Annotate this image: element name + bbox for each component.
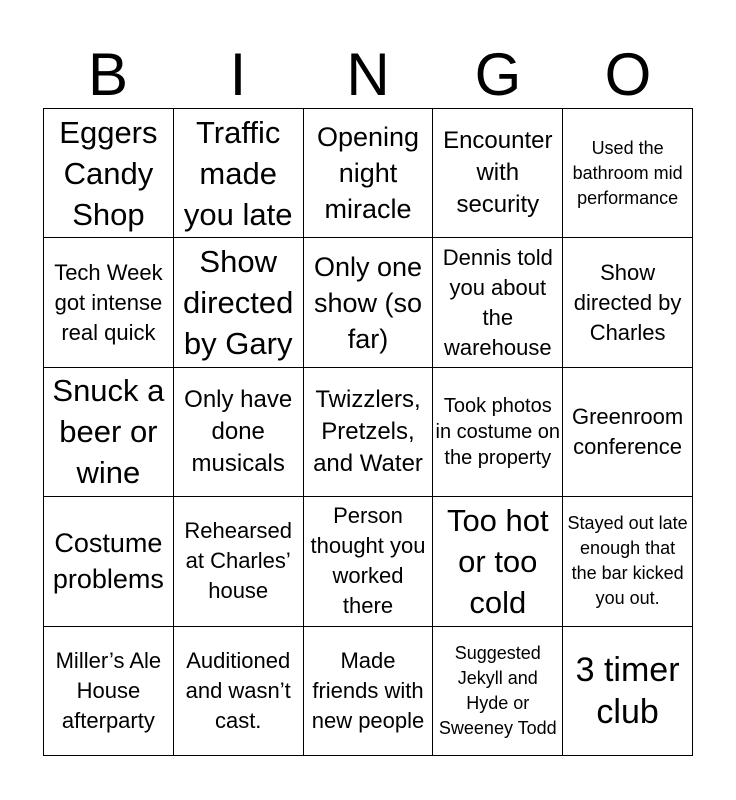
bingo-cell[interactable] bbox=[433, 497, 563, 626]
bingo-cell[interactable] bbox=[174, 497, 304, 626]
bingo-cell[interactable] bbox=[563, 368, 693, 497]
cell-text: Twizzlers, Pretzels, and Water bbox=[313, 385, 423, 477]
cell-text: Used the bathroom mid performance bbox=[572, 137, 683, 208]
bingo-cell[interactable] bbox=[44, 368, 174, 497]
bingo-cell[interactable] bbox=[44, 497, 174, 626]
bingo-cell[interactable] bbox=[44, 627, 174, 756]
bingo-cell[interactable] bbox=[44, 238, 174, 367]
bingo-cell[interactable] bbox=[304, 368, 434, 497]
cell-text: Dennis told you about the warehouse bbox=[442, 244, 553, 360]
cell-text: Rehearsed at Charles’ house bbox=[184, 518, 293, 604]
cell-text: Suggested Jekyll and Hyde or Sweeney Todd bbox=[438, 642, 557, 738]
cell-text: Auditioned and wasn’t cast. bbox=[185, 647, 291, 733]
cell-text: Stayed out late enough that the bar kicked you out. bbox=[567, 513, 688, 609]
cell-text: Traffic made you late bbox=[183, 114, 293, 232]
cell-text: Too hot or too cold bbox=[446, 502, 549, 620]
cell-text: Eggers Candy Shop bbox=[59, 114, 158, 232]
bingo-cell[interactable] bbox=[433, 368, 563, 497]
bingo-cell[interactable] bbox=[433, 238, 563, 367]
cell-text: Person thought you worked there bbox=[310, 503, 426, 619]
cell-text: Miller’s Ale House afterparty bbox=[55, 647, 162, 733]
bingo-cell[interactable] bbox=[44, 109, 174, 238]
cell-text: Only one show (so far) bbox=[313, 251, 423, 354]
bingo-cell[interactable] bbox=[304, 109, 434, 238]
bingo-cell[interactable] bbox=[563, 109, 693, 238]
header-letter-b: B bbox=[87, 41, 129, 108]
cell-text: Took photos in costume on the property bbox=[435, 394, 561, 469]
bingo-cell[interactable] bbox=[174, 109, 304, 238]
header-letter-g: G bbox=[474, 41, 522, 108]
bingo-cell[interactable] bbox=[433, 109, 563, 238]
header-letter-o: O bbox=[604, 41, 652, 108]
cell-text: Made friends with new people bbox=[311, 647, 425, 733]
cell-text: Encounter with security bbox=[443, 127, 553, 219]
bingo-cell[interactable] bbox=[563, 627, 693, 756]
bingo-cell[interactable] bbox=[304, 627, 434, 756]
cell-text: Tech Week got intense real quick bbox=[54, 259, 163, 345]
bingo-cell[interactable] bbox=[174, 368, 304, 497]
bingo-cell[interactable] bbox=[433, 627, 563, 756]
cell-text: Snuck a beer or wine bbox=[52, 373, 165, 491]
cell-text: Only have done musicals bbox=[184, 385, 293, 477]
bingo-cell[interactable] bbox=[304, 238, 434, 367]
bingo-grid bbox=[43, 108, 693, 756]
bingo-cell[interactable] bbox=[563, 497, 693, 626]
cell-text: Show directed by Charles bbox=[573, 259, 682, 345]
header-letter-i: I bbox=[229, 41, 247, 108]
bingo-cell[interactable] bbox=[563, 238, 693, 367]
bingo-cell[interactable] bbox=[174, 627, 304, 756]
bingo-cell[interactable] bbox=[174, 238, 304, 367]
cell-text: Show directed by Gary bbox=[183, 244, 294, 362]
bingo-cell[interactable] bbox=[304, 497, 434, 626]
cell-text: Opening night miracle bbox=[316, 122, 420, 225]
bingo-header bbox=[43, 42, 693, 108]
header-letter-n: N bbox=[346, 41, 390, 108]
cell-text: Greenroom conference bbox=[571, 403, 684, 459]
cell-text: Costume problems bbox=[52, 528, 164, 595]
cell-text: 3 timer club bbox=[575, 650, 680, 731]
